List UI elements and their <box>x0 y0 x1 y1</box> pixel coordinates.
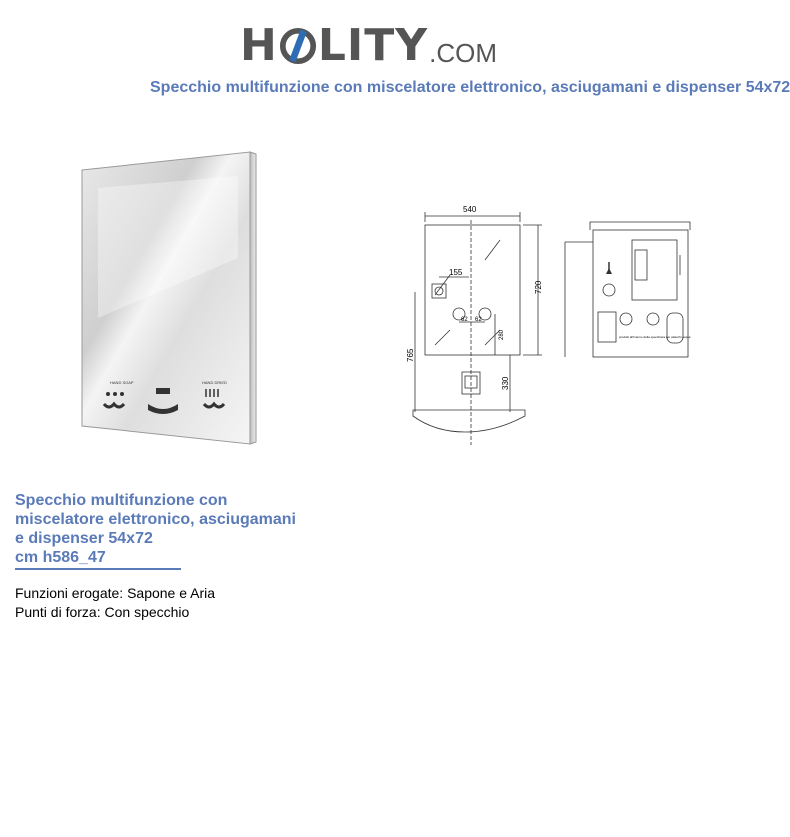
spec-value: Con specchio <box>104 604 190 620</box>
spec-row-functions <box>15 584 215 603</box>
product-title[interactable] <box>15 491 315 570</box>
product-title-line-2: miscelatore elettronico, asciugamani <box>15 511 296 528</box>
logo-letter-h: H <box>240 20 278 71</box>
product-photo <box>78 148 258 448</box>
soap-label: HAND SOAP <box>110 380 134 385</box>
logo-o-icon <box>279 27 317 65</box>
site-logo[interactable] <box>240 18 498 71</box>
dim-total-765: 765 <box>406 348 415 362</box>
product-title-line-1: Specchio multifunzione con <box>15 492 228 509</box>
spec-label: Punti di forza: <box>15 604 101 620</box>
dim-gap-left: 62 <box>461 317 468 323</box>
product-title-line-3: e dispenser 54x72 <box>15 530 153 547</box>
dim-inner-280: 280 <box>499 329 505 340</box>
dim-gap-right: 62 <box>475 317 482 323</box>
product-specs <box>15 584 215 622</box>
dim-offset-155: 155 <box>449 268 463 277</box>
dim-floor-330: 330 <box>501 376 510 390</box>
logo-letters: LITY <box>317 20 429 71</box>
spec-row-strengths <box>15 603 215 622</box>
logo-suffix: .COM <box>429 38 498 68</box>
dim-width-540: 540 <box>463 205 477 214</box>
product-code: cm h586_47 <box>15 548 181 570</box>
banner-title: Specchio multifunzione con miscelatore elettronico, asciugamani e dispenser 54x72 <box>150 79 790 96</box>
dim-height-720: 720 <box>534 280 543 294</box>
spec-label: Funzioni erogate: <box>15 585 124 601</box>
logo-wordmark <box>240 20 429 71</box>
spec-value: Sapone e Aria <box>127 585 216 601</box>
drawing-note: prodotti all'interno della specchiera per attacchi acqua <box>619 335 691 339</box>
dryer-label: HAND DRIED <box>202 380 227 385</box>
technical-drawing <box>405 200 700 450</box>
